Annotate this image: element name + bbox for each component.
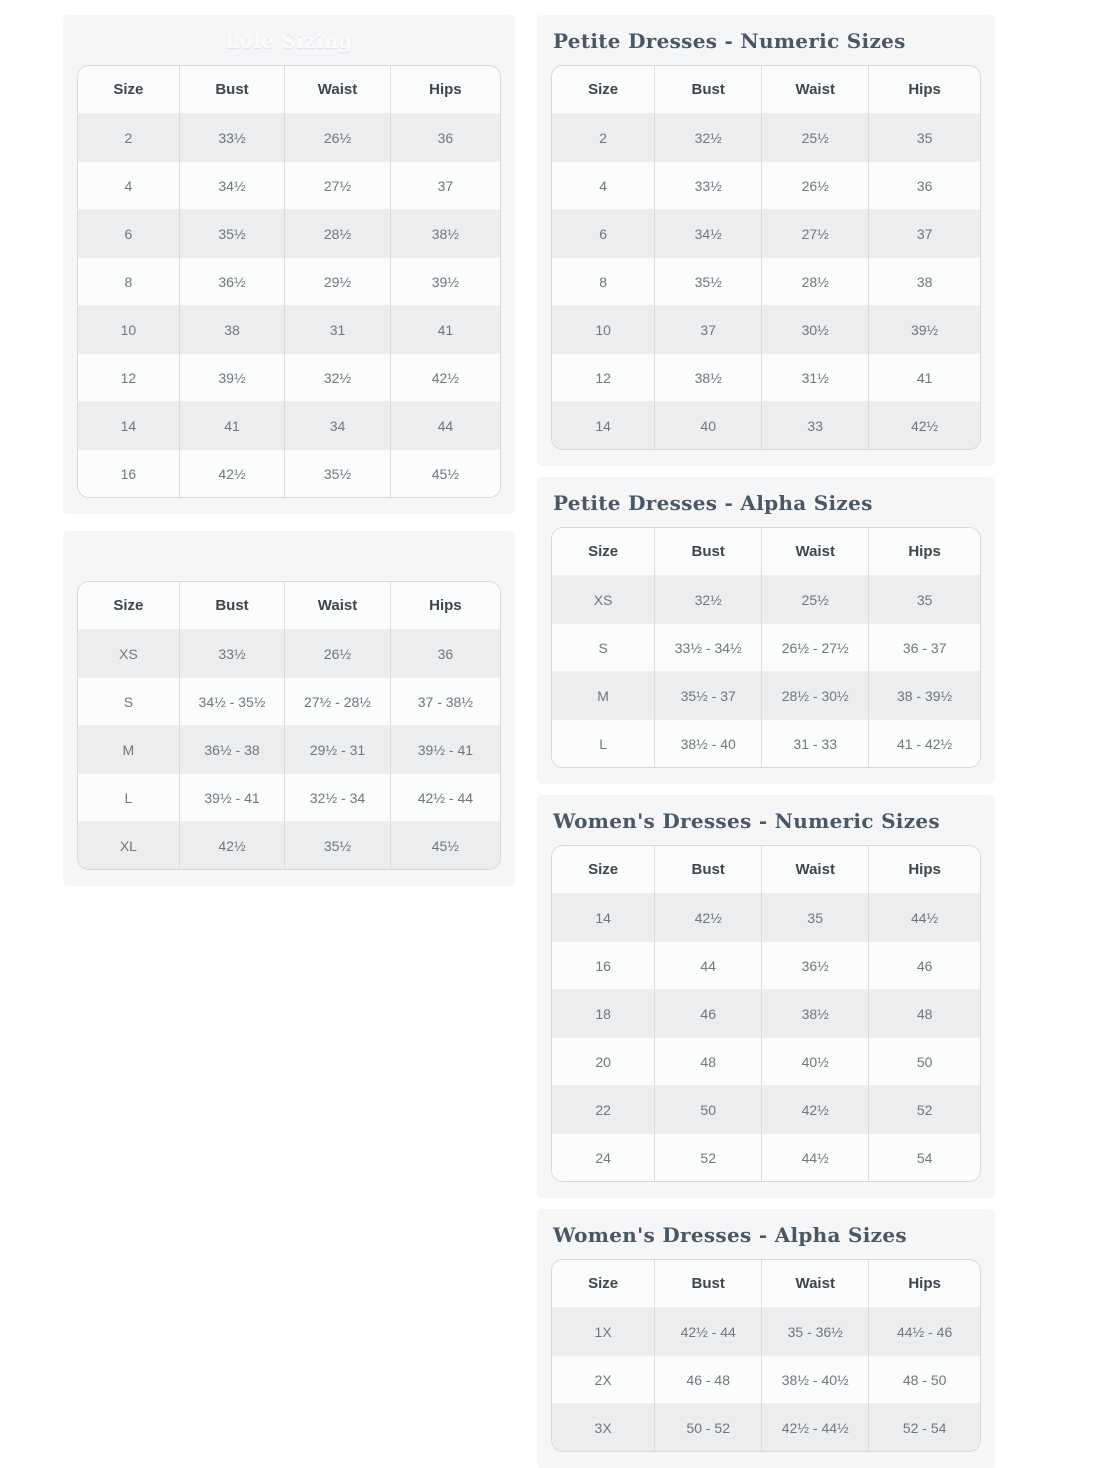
cell-bust: 32½ (655, 576, 762, 624)
cell-hips: 35 (869, 114, 980, 162)
table-row-size-l (552, 720, 980, 768)
cell-size: XL (78, 822, 179, 870)
cell-waist: 32½ - 34 (285, 774, 391, 822)
cell-hips: 37 (390, 162, 500, 210)
table-row-size-14 (552, 402, 980, 450)
cell-hips: 39½ - 41 (390, 726, 500, 774)
cell-waist: 28½ (285, 210, 391, 258)
size-chart-table-womens-numeric (552, 846, 980, 1181)
cell-bust: 44 (655, 942, 762, 990)
size-chart-table-wrap (551, 65, 981, 450)
cell-hips: 45½ (390, 450, 500, 498)
cell-size: 10 (552, 306, 655, 354)
section-title-womens-numeric: Women's Dresses - Numeric Sizes (553, 809, 940, 833)
column-header-size: Size (552, 528, 655, 576)
table-row-size-24 (552, 1134, 980, 1182)
cell-hips: 54 (869, 1134, 980, 1182)
cell-size: 10 (78, 306, 179, 354)
cell-waist: 38½ - 40½ (762, 1356, 869, 1404)
cell-hips: 36 (869, 162, 980, 210)
cell-hips: 48 - 50 (869, 1356, 980, 1404)
cell-size: XS (78, 630, 179, 678)
cell-waist: 40½ (762, 1038, 869, 1086)
cell-size: L (78, 774, 179, 822)
table-row-size-22 (552, 1086, 980, 1134)
table-header-row (78, 582, 500, 630)
cell-hips: 41 - 42½ (869, 720, 980, 768)
table-row-size-2 (552, 114, 980, 162)
table-row-size-xs (552, 576, 980, 624)
cell-waist: 42½ (762, 1086, 869, 1134)
cell-hips: 50 (869, 1038, 980, 1086)
table-row-size-12 (78, 354, 500, 402)
size-chart-table-wrap (77, 581, 501, 870)
table-row-size-14 (552, 894, 980, 942)
table-row-size-8 (78, 258, 500, 306)
table-row-size-m (552, 672, 980, 720)
table-row-size-8 (552, 258, 980, 306)
size-chart-panel-misses-alpha (63, 531, 515, 886)
column-header-waist: Waist (285, 582, 391, 630)
table-header-row (552, 1260, 980, 1308)
cell-bust: 33½ - 34½ (655, 624, 762, 672)
column-header-waist: Waist (762, 846, 869, 894)
table-header-row (78, 66, 500, 114)
cell-bust: 41 (179, 402, 285, 450)
cell-size: S (552, 624, 655, 672)
table-row-size-l (78, 774, 500, 822)
table-row-size-6 (552, 210, 980, 258)
column-header-waist: Waist (285, 66, 391, 114)
cell-hips: 44 (390, 402, 500, 450)
column-header-size: Size (552, 846, 655, 894)
cell-bust: 36½ (179, 258, 285, 306)
cell-bust: 50 - 52 (655, 1404, 762, 1452)
cell-size: 4 (552, 162, 655, 210)
cell-bust: 42½ (179, 822, 285, 870)
cell-size: M (552, 672, 655, 720)
cell-waist: 26½ - 27½ (762, 624, 869, 672)
cell-bust: 34½ (655, 210, 762, 258)
cell-waist: 31½ (762, 354, 869, 402)
column-header-bust: Bust (179, 582, 285, 630)
cell-waist: 38½ (762, 990, 869, 1038)
column-header-hips: Hips (869, 528, 980, 576)
cell-size: 12 (78, 354, 179, 402)
right-column (537, 15, 995, 1468)
cell-waist: 26½ (285, 114, 391, 162)
cell-hips: 44½ - 46 (869, 1308, 980, 1356)
size-chart-table-misses-alpha (78, 582, 500, 869)
cell-size: 1X (552, 1308, 655, 1356)
cell-waist: 27½ (285, 162, 391, 210)
cell-size: 16 (78, 450, 179, 498)
cell-bust: 50 (655, 1086, 762, 1134)
cell-bust: 35½ (655, 258, 762, 306)
cell-bust: 42½ (655, 894, 762, 942)
column-header-hips: Hips (390, 582, 500, 630)
cell-hips: 42½ - 44 (390, 774, 500, 822)
size-chart-table-womens-alpha (552, 1260, 980, 1451)
cell-hips: 37 - 38½ (390, 678, 500, 726)
cell-waist: 28½ - 30½ (762, 672, 869, 720)
size-chart-table-misses-numeric (78, 66, 500, 497)
cell-hips: 36 - 37 (869, 624, 980, 672)
faint-section-title: Lole Sizing (225, 29, 353, 53)
cell-size: 2 (78, 114, 179, 162)
cell-waist: 32½ (285, 354, 391, 402)
cell-waist: 29½ (285, 258, 391, 306)
cell-hips: 48 (869, 990, 980, 1038)
table-header-row (552, 66, 980, 114)
column-header-size: Size (78, 66, 179, 114)
cell-bust: 34½ - 35½ (179, 678, 285, 726)
column-header-waist: Waist (762, 528, 869, 576)
cell-waist: 29½ - 31 (285, 726, 391, 774)
cell-size: 14 (552, 894, 655, 942)
cell-size: 18 (552, 990, 655, 1038)
table-row-size-xs (78, 630, 500, 678)
cell-size: 3X (552, 1404, 655, 1452)
size-chart-table-wrap (551, 845, 981, 1182)
cell-waist: 35 (762, 894, 869, 942)
table-row-size-12 (552, 354, 980, 402)
table-header-row (552, 846, 980, 894)
table-row-size-s (78, 678, 500, 726)
cell-waist: 42½ - 44½ (762, 1404, 869, 1452)
cell-hips: 36 (390, 630, 500, 678)
cell-bust: 42½ - 44 (655, 1308, 762, 1356)
cell-waist: 35½ (285, 450, 391, 498)
column-header-hips: Hips (869, 1260, 980, 1308)
cell-size: L (552, 720, 655, 768)
left-column (63, 15, 515, 886)
table-row-size-20 (552, 1038, 980, 1086)
size-chart-panel-petite-numeric (537, 15, 995, 466)
size-chart-table-wrap (551, 527, 981, 768)
cell-size: 22 (552, 1086, 655, 1134)
cell-hips: 35 (869, 576, 980, 624)
cell-waist: 33 (762, 402, 869, 450)
cell-hips: 38 - 39½ (869, 672, 980, 720)
cell-size: 16 (552, 942, 655, 990)
size-chart-panel-petite-alpha (537, 477, 995, 784)
table-row-size-2x (552, 1356, 980, 1404)
section-title-womens-alpha: Women's Dresses - Alpha Sizes (553, 1223, 907, 1247)
cell-waist: 26½ (762, 162, 869, 210)
cell-bust: 38½ - 40 (655, 720, 762, 768)
column-header-bust: Bust (655, 66, 762, 114)
table-row-size-6 (78, 210, 500, 258)
table-row-size-4 (78, 162, 500, 210)
column-header-bust: Bust (179, 66, 285, 114)
cell-bust: 39½ - 41 (179, 774, 285, 822)
table-row-size-4 (552, 162, 980, 210)
cell-waist: 31 - 33 (762, 720, 869, 768)
cell-hips: 38 (869, 258, 980, 306)
cell-hips: 37 (869, 210, 980, 258)
cell-hips: 41 (869, 354, 980, 402)
cell-hips: 42½ (390, 354, 500, 402)
cell-waist: 36½ (762, 942, 869, 990)
cell-waist: 26½ (285, 630, 391, 678)
cell-hips: 52 - 54 (869, 1404, 980, 1452)
cell-bust: 46 (655, 990, 762, 1038)
section-title-petite-alpha: Petite Dresses - Alpha Sizes (553, 491, 873, 515)
size-chart-table-wrap (551, 1259, 981, 1452)
cell-bust: 33½ (179, 114, 285, 162)
cell-size: 6 (78, 210, 179, 258)
cell-waist: 27½ (762, 210, 869, 258)
section-title-petite-numeric: Petite Dresses - Numeric Sizes (553, 29, 906, 53)
column-header-bust: Bust (655, 528, 762, 576)
cell-size: 14 (78, 402, 179, 450)
cell-hips: 41 (390, 306, 500, 354)
cell-size: 14 (552, 402, 655, 450)
cell-size: 8 (78, 258, 179, 306)
cell-waist: 31 (285, 306, 391, 354)
cell-waist: 34 (285, 402, 391, 450)
column-header-hips: Hips (869, 846, 980, 894)
cell-hips: 44½ (869, 894, 980, 942)
cell-size: 4 (78, 162, 179, 210)
cell-bust: 46 - 48 (655, 1356, 762, 1404)
cell-size: 6 (552, 210, 655, 258)
cell-bust: 33½ (655, 162, 762, 210)
table-row-size-2 (78, 114, 500, 162)
cell-hips: 38½ (390, 210, 500, 258)
cell-size: 24 (552, 1134, 655, 1182)
table-row-size-18 (552, 990, 980, 1038)
table-row-size-16 (552, 942, 980, 990)
column-header-hips: Hips (390, 66, 500, 114)
table-row-size-16 (78, 450, 500, 498)
size-chart-table-petite-numeric (552, 66, 980, 449)
cell-size: XS (552, 576, 655, 624)
table-row-size-s (552, 624, 980, 672)
cell-size: S (78, 678, 179, 726)
column-header-bust: Bust (655, 1260, 762, 1308)
cell-bust: 42½ (179, 450, 285, 498)
table-row-size-10 (552, 306, 980, 354)
cell-waist: 25½ (762, 576, 869, 624)
size-chart-panel-misses-numeric (63, 15, 515, 514)
cell-bust: 36½ - 38 (179, 726, 285, 774)
cell-waist: 30½ (762, 306, 869, 354)
cell-size: 8 (552, 258, 655, 306)
column-header-waist: Waist (762, 1260, 869, 1308)
cell-size: 12 (552, 354, 655, 402)
cell-hips: 39½ (390, 258, 500, 306)
table-row-size-1x (552, 1308, 980, 1356)
table-row-size-3x (552, 1404, 980, 1452)
cell-bust: 40 (655, 402, 762, 450)
cell-waist: 35 - 36½ (762, 1308, 869, 1356)
cell-hips: 52 (869, 1086, 980, 1134)
cell-waist: 28½ (762, 258, 869, 306)
cell-size: 2X (552, 1356, 655, 1404)
column-header-size: Size (552, 66, 655, 114)
cell-hips: 36 (390, 114, 500, 162)
cell-bust: 37 (655, 306, 762, 354)
cell-size: 20 (552, 1038, 655, 1086)
cell-waist: 44½ (762, 1134, 869, 1182)
column-header-size: Size (552, 1260, 655, 1308)
cell-bust: 32½ (655, 114, 762, 162)
cell-bust: 39½ (179, 354, 285, 402)
size-chart-panel-womens-alpha (537, 1209, 995, 1468)
section-title-misses-alpha (79, 545, 501, 569)
cell-bust: 35½ (179, 210, 285, 258)
cell-hips: 42½ (869, 402, 980, 450)
size-chart-table-wrap (77, 65, 501, 498)
table-row-size-xl (78, 822, 500, 870)
size-chart-table-petite-alpha (552, 528, 980, 767)
size-chart-panel-womens-numeric (537, 795, 995, 1198)
table-row-size-m (78, 726, 500, 774)
cell-waist: 25½ (762, 114, 869, 162)
table-row-size-14 (78, 402, 500, 450)
column-header-size: Size (78, 582, 179, 630)
cell-waist: 27½ - 28½ (285, 678, 391, 726)
cell-bust: 35½ - 37 (655, 672, 762, 720)
cell-bust: 52 (655, 1134, 762, 1182)
cell-size: 2 (552, 114, 655, 162)
cell-hips: 45½ (390, 822, 500, 870)
cell-waist: 35½ (285, 822, 391, 870)
cell-bust: 34½ (179, 162, 285, 210)
column-header-hips: Hips (869, 66, 980, 114)
cell-bust: 48 (655, 1038, 762, 1086)
table-row-size-10 (78, 306, 500, 354)
cell-bust: 38 (179, 306, 285, 354)
column-header-bust: Bust (655, 846, 762, 894)
cell-bust: 38½ (655, 354, 762, 402)
table-header-row (552, 528, 980, 576)
cell-hips: 46 (869, 942, 980, 990)
cell-bust: 33½ (179, 630, 285, 678)
cell-hips: 39½ (869, 306, 980, 354)
column-header-waist: Waist (762, 66, 869, 114)
cell-size: M (78, 726, 179, 774)
